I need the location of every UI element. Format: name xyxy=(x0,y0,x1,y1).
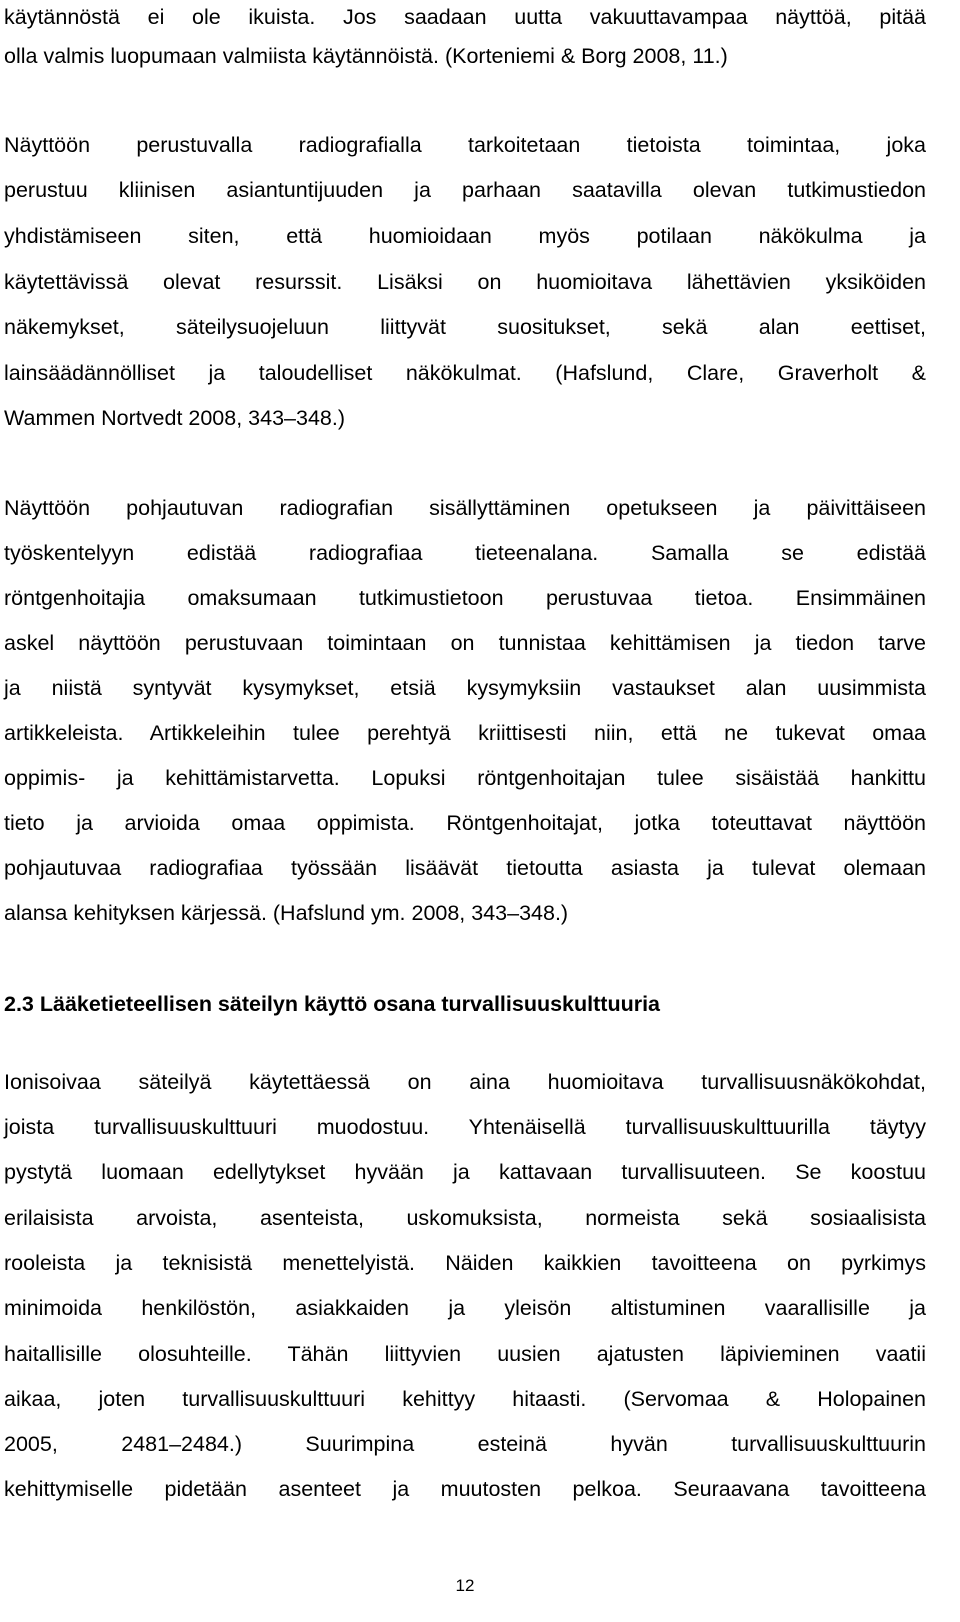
section-heading: 2.3 Lääketieteellisen säteilyn käyttö osana turvallisuuskulttuuria xyxy=(4,992,661,1016)
text-line: ja niistä syntyvät kysymykset, etsiä kysymyksiin vastaukset alan uusimmista xyxy=(4,676,926,700)
text-line: Näyttöön pohjautuvan radiografian sisällyttäminen opetukseen ja päivittäiseen xyxy=(4,496,926,520)
text-line: joista turvallisuuskulttuuri muodostuu. Yhtenäisellä turvallisuuskulttuurilla täytyy xyxy=(4,1115,926,1139)
text-line: Ionisoivaa säteilyä käytettäessä on aina huomioitava turvallisuusnäkökohdat, xyxy=(4,1070,926,1094)
text-line: artikkeleista. Artikkeleihin tulee perehtyä kriittisesti niin, että ne tukevat omaa xyxy=(4,721,926,745)
text-line: minimoida henkilöstön, asiakkaiden ja yleisön altistuminen vaarallisille ja xyxy=(4,1296,926,1320)
page-number: 12 xyxy=(455,1576,475,1595)
text-line: näkemykset, säteilysuojeluun liittyvät suositukset, sekä alan eettiset, xyxy=(4,315,926,339)
text-line: käytännöstä ei ole ikuista. Jos saadaan uutta vakuuttavampaa näyttöä, pitää xyxy=(4,5,926,29)
text-line: oppimis- ja kehittämistarvetta. Lopuksi röntgenhoitajan tulee sisäistää hankittu xyxy=(4,766,926,790)
text-line: pystytä luomaan edellytykset hyvään ja kattavaan turvallisuuteen. Se koostuu xyxy=(4,1160,926,1184)
text-line: haitallisille olosuhteille. Tähän liittyvien uusien ajatusten läpivieminen vaatii xyxy=(4,1342,926,1366)
text-line: työskentelyyn edistää radiografiaa tieteenalana. Samalla se edistää xyxy=(4,541,926,565)
text-line: 2005, 2481–2484.) Suurimpina esteinä hyvän turvallisuuskulttuurin xyxy=(4,1432,926,1456)
text-line: olla valmis luopumaan valmiista käytännöistä. (Korteniemi & Borg 2008, 11.) xyxy=(4,44,728,68)
text-line: Wammen Nortvedt 2008, 343–348.) xyxy=(4,406,345,430)
text-line: erilaisista arvoista, asenteista, uskomuksista, normeista sekä sosiaalisista xyxy=(4,1206,926,1230)
text-line: tieto ja arvioida omaa oppimista. Röntgenhoitajat, jotka toteuttavat näyttöön xyxy=(4,811,926,835)
text-line: pohjautuvaa radiografiaa työssään lisäävät tietoutta asiasta ja tulevat olemaan xyxy=(4,856,926,880)
text-line: kehittymiselle pidetään asenteet ja muutosten pelkoa. Seuraavana tavoitteena xyxy=(4,1477,926,1501)
text-line: rooleista ja teknisistä menettelyistä. Näiden kaikkien tavoitteena on pyrkimys xyxy=(4,1251,926,1275)
text-line: aikaa, joten turvallisuuskulttuuri kehittyy hitaasti. (Servomaa & Holopainen xyxy=(4,1387,926,1411)
text-line: alansa kehityksen kärjessä. (Hafslund ym. 2008, 343–348.) xyxy=(4,901,569,925)
text-line: käytettävissä olevat resurssit. Lisäksi on huomioitava lähettävien yksiköiden xyxy=(4,270,926,294)
text-line: perustuu kliinisen asiantuntijuuden ja parhaan saatavilla olevan tutkimustiedon xyxy=(4,178,926,202)
text-line: lainsäädännölliset ja taloudelliset näkökulmat. (Hafslund, Clare, Graverholt & xyxy=(4,361,926,385)
text-line: Näyttöön perustuvalla radiografialla tarkoitetaan tietoista toimintaa, joka xyxy=(4,133,926,157)
text-line: yhdistämiseen siten, että huomioidaan myös potilaan näkökulma ja xyxy=(4,224,926,248)
text-line: askel näyttöön perustuvaan toimintaan on tunnistaa kehittämisen ja tiedon tarve xyxy=(4,631,926,655)
text-line: röntgenhoitajia omaksumaan tutkimustietoon perustuvaa tietoa. Ensimmäinen xyxy=(4,586,926,610)
